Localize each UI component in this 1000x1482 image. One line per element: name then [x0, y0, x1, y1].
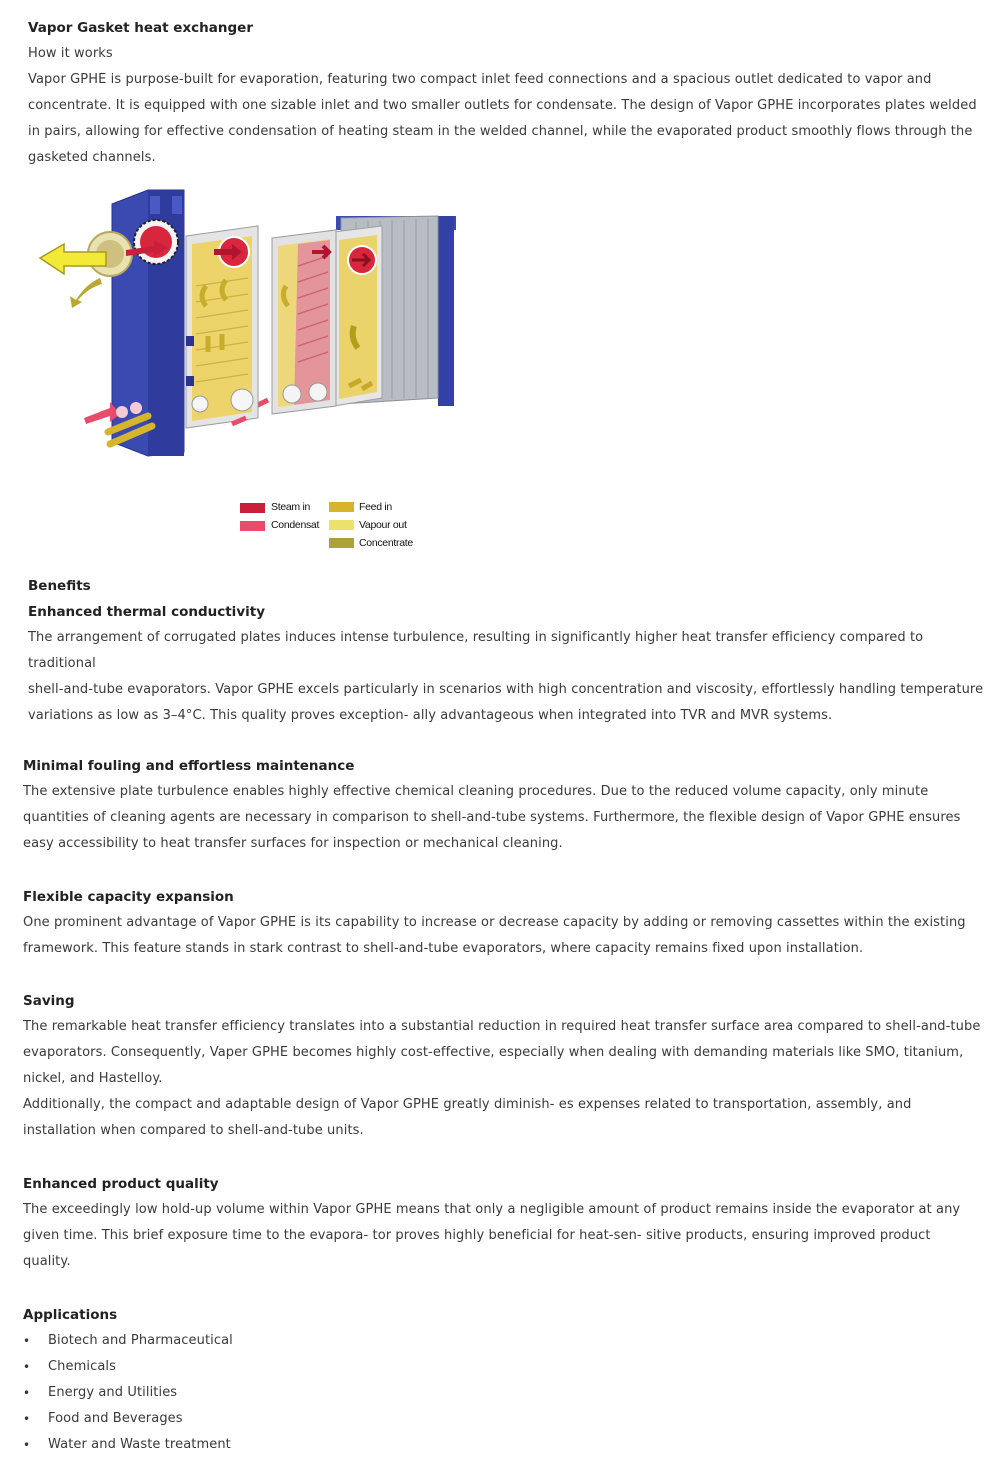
bullet-icon: •	[23, 1386, 31, 1400]
capacity-heading: Flexible capacity expansion	[23, 889, 234, 905]
plate-gasketed-1	[186, 226, 258, 428]
fouling-heading: Minimal fouling and effortless maintenance	[23, 758, 355, 774]
list-item: Chemicals	[48, 1359, 116, 1374]
legend-label-vapour-out: Vapour out	[359, 519, 407, 531]
legend-swatch-feed-in	[329, 502, 354, 512]
legend-label-feed-in: Feed in	[359, 501, 392, 513]
legend-swatch-steam-in	[240, 503, 265, 513]
paragraph-line: Additionally, the compact and adaptable design of Vapor GPHE greatly diminish- es expenses related to transportation, assembly, and	[23, 1097, 912, 1112]
paragraph-line: easy accessibility to heat transfer surfaces for inspection or mechanical cleaning.	[23, 836, 563, 851]
legend-label-concentrate: Concentrate	[359, 537, 413, 549]
paragraph-line: concentrate. It is equipped with one sizable inlet and two smaller outlets for condensate. The design of Vapor GPHE incorporates plates welded	[28, 98, 977, 113]
quality-heading: Enhanced product quality	[23, 1176, 219, 1192]
heat-exchanger-illustration	[36, 186, 466, 466]
bullet-icon: •	[23, 1438, 31, 1452]
page-title: Vapor Gasket heat exchanger	[28, 20, 253, 36]
paragraph-line: shell-and-tube evaporators. Vapor GPHE excels particularly in scenarios with high concentration and viscosity, effortlessly handling temperature	[28, 682, 984, 697]
list-item: Food and Beverages	[48, 1411, 183, 1426]
thermal-heading: Enhanced thermal conductivity	[28, 604, 265, 620]
paragraph-line: gasketed channels.	[28, 150, 156, 165]
benefits-heading: Benefits	[28, 578, 91, 594]
bullet-icon: •	[23, 1412, 31, 1426]
plate-welded	[256, 230, 336, 414]
list-item: Energy and Utilities	[48, 1385, 178, 1400]
paragraph-line: framework. This feature stands in stark contrast to shell-and-tube evaporators, where capacity remains fixed upon installation.	[23, 941, 864, 956]
paragraph-line: The arrangement of corrugated plates induces intense turbulence, resulting in significantly higher heat transfer efficiency compared to	[28, 630, 924, 645]
section-subtitle: How it works	[28, 46, 113, 61]
paragraph-line: quality.	[23, 1254, 71, 1269]
paragraph-line: Vapor GPHE is purpose-built for evaporation, featuring two compact inlet feed connections and a spacious outlet dedicated to vapor and	[28, 72, 932, 87]
legend-swatch-condensat	[240, 521, 265, 531]
paragraph-line: The remarkable heat transfer efficiency translates into a substantial reduction in required heat transfer surface area compared to shell-and-tube	[23, 1019, 981, 1034]
list-item: Water and Waste treatment	[48, 1437, 231, 1452]
legend-label-condensat: Condensat	[271, 519, 320, 531]
legend-swatch-concentrate	[329, 538, 354, 548]
applications-heading: Applications	[23, 1307, 118, 1323]
paragraph-line: nickel, and Hastelloy.	[23, 1071, 163, 1086]
paragraph-line: The exceedingly low hold-up volume within Vapor GPHE means that only a negligible amount of product remains inside the evaporator at any	[23, 1202, 961, 1217]
list-item: Biotech and Pharmaceutical	[48, 1333, 233, 1348]
paragraph-line: given time. This brief exposure time to the evapora- tor proves highly beneficial for heat-sen- sitive products, ensuring improved product	[23, 1228, 931, 1243]
paragraph-line: One prominent advantage of Vapor GPHE is its capability to increase or decrease capacity by adding or removing cassettes within the existing	[23, 915, 966, 930]
paragraph-line: The extensive plate turbulence enables highly effective chemical cleaning procedures. Due to the reduced volume capacity, only minute	[23, 784, 929, 799]
paragraph-line: quantities of cleaning agents are necessary in comparison to shell-and-tube systems. Furthermore, the flexible design of Vapor GPHE ensures	[23, 810, 961, 825]
plate-gasketed-2	[334, 226, 382, 406]
bullet-icon: •	[23, 1334, 31, 1348]
paragraph-line: in pairs, allowing for effective condensation of heating steam in the welded channel, while the evaporated product smoothly flows through the	[28, 124, 973, 139]
bullet-icon: •	[23, 1360, 31, 1374]
paragraph-line: installation when compared to shell-and-tube units.	[23, 1123, 364, 1138]
paragraph-line: traditional	[28, 656, 96, 671]
paragraph-line: evaporators. Consequently, Vaper GPHE becomes highly cost-effective, especially when dealing with demanding materials like SMO, titanium,	[23, 1045, 964, 1060]
paragraph-line: variations as low as 3–4°C. This quality proves exception- ally advantageous when integrated into TVR and MVR systems.	[28, 708, 833, 723]
legend-label-steam-in: Steam in	[271, 501, 311, 513]
legend-swatch-vapour-out	[329, 520, 354, 530]
saving-heading: Saving	[23, 993, 75, 1009]
